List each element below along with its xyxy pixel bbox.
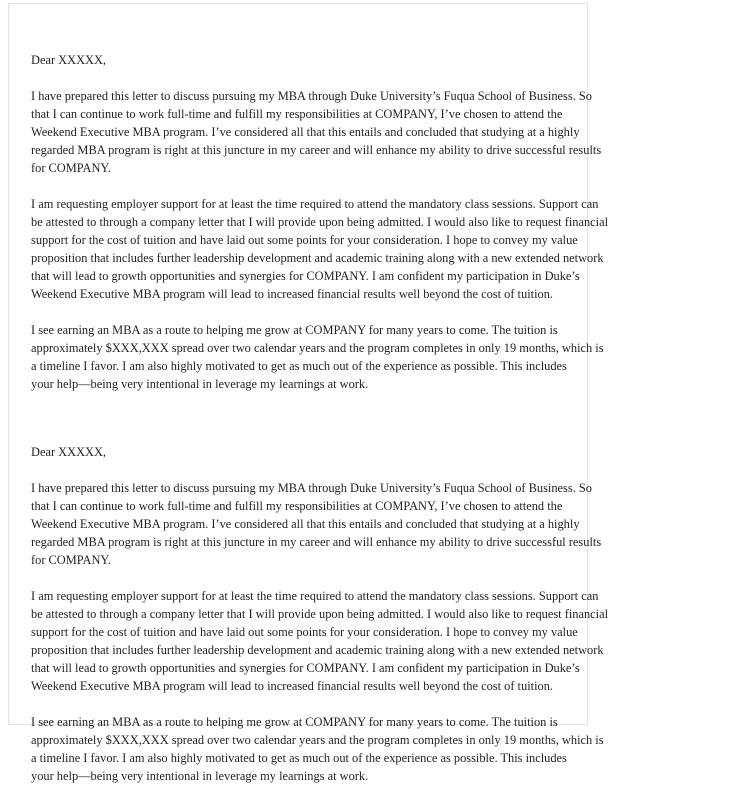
text-line: Weekend Executive MBA program. I’ve considered all that this entails and concluded that studying at a highly — [31, 125, 580, 139]
paragraph — [31, 587, 731, 695]
text-line: Weekend Executive MBA program. I’ve considered all that this entails and concluded that studying at a highly — [31, 517, 580, 531]
text-line: that will lead to growth opportunities and synergies for COMPANY. I am confident my participation in Duke’s — [31, 269, 580, 283]
document-page — [8, 3, 609, 783]
text-line: that will lead to growth opportunities and synergies for COMPANY. I am confident my participation in Duke’s — [31, 661, 580, 675]
text-line: your help—being very intentional in leverage my learnings at work. — [31, 769, 369, 783]
paragraph — [31, 87, 731, 177]
text-line: be attested to through a company letter that I will provide upon being admitted. I would also like to request financial — [31, 215, 609, 229]
text-line: approximately $XXX,XXX spread over two calendar years and the program completes in only 19 months, which is — [31, 341, 604, 355]
text-line: I am requesting employer support for at least the time required to attend the mandatory class sessions. Support can — [31, 197, 599, 211]
text-line: that I can continue to work full-time and fulfill my responsibilities at COMPANY, I’ve chosen to attend the — [31, 499, 563, 513]
text-line: that I can continue to work full-time and fulfill my responsibilities at COMPANY, I’ve chosen to attend the — [31, 107, 563, 121]
letter-block — [31, 443, 731, 785]
text-line: proposition that includes further leadership development and academic training along with a new extended network — [31, 251, 604, 265]
text-line: your help—being very intentional in leverage my learnings at work. — [31, 377, 369, 391]
text-line: a timeline I favor. I am also highly motivated to get as much out of the experience as possible. This includes — [31, 751, 567, 765]
text-line: regarded MBA program is right at this juncture in my career and will enhance my ability to drive successful results — [31, 143, 602, 157]
text-line: for COMPANY. — [31, 553, 111, 567]
text-line: approximately $XXX,XXX spread over two calendar years and the program completes in only 19 months, which is — [31, 733, 604, 747]
text-line: for COMPANY. — [31, 161, 111, 175]
text-line: support for the cost of tuition and have laid out some points for your consideration. I hope to convey my value — [31, 233, 578, 247]
paragraph — [31, 321, 731, 393]
paragraph — [31, 195, 731, 303]
text-line: Weekend Executive MBA program will lead to increased financial results well beyond the cost of tuition. — [31, 287, 554, 301]
salutation: Dear XXXXX, — [31, 53, 107, 67]
text-line: proposition that includes further leadership development and academic training along with a new extended network — [31, 643, 604, 657]
paragraph — [31, 479, 731, 569]
text-line: I see earning an MBA as a route to helping me grow at COMPANY for many years to come. The tuition is — [31, 715, 558, 729]
text-line: support for the cost of tuition and have laid out some points for your consideration. I hope to convey my value — [31, 625, 578, 639]
text-line: a timeline I favor. I am also highly motivated to get as much out of the experience as possible. This includes — [31, 359, 567, 373]
letter-block — [31, 51, 731, 393]
text-line: I see earning an MBA as a route to helping me grow at COMPANY for many years to come. The tuition is — [31, 323, 558, 337]
text-line: I have prepared this letter to discuss pursuing my MBA through Duke University’s Fuqua School of Business. So — [31, 481, 592, 495]
text-line: be attested to through a company letter that I will provide upon being admitted. I would also like to request financial — [31, 607, 609, 621]
letter-body — [31, 51, 731, 785]
text-line: I have prepared this letter to discuss pursuing my MBA through Duke University’s Fuqua School of Business. So — [31, 89, 592, 103]
text-line: regarded MBA program is right at this juncture in my career and will enhance my ability to drive successful results — [31, 535, 602, 549]
salutation: Dear XXXXX, — [31, 445, 107, 459]
text-line: I am requesting employer support for at least the time required to attend the mandatory class sessions. Support can — [31, 589, 599, 603]
text-line: Weekend Executive MBA program will lead to increased financial results well beyond the cost of tuition. — [31, 679, 554, 693]
paragraph — [31, 713, 731, 785]
